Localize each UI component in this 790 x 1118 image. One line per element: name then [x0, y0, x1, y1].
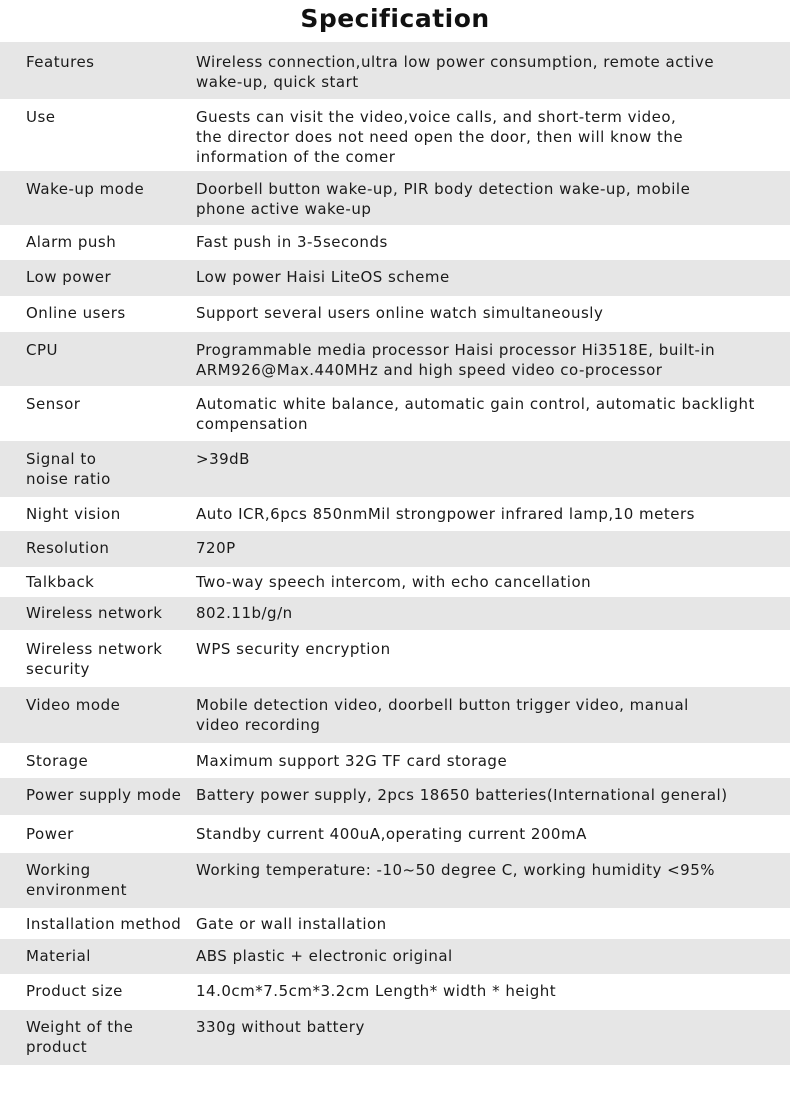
spec-value: >39dB	[196, 450, 250, 468]
spec-value: Support several users online watch simultaneously	[196, 304, 604, 322]
spec-value: Maximum support 32G TF card storage	[196, 752, 508, 770]
spec-value: Guests can visit the video,voice calls, and short-term video, the director does not need open the door, then will know the information of the comer	[196, 108, 684, 166]
spec-value: Auto ICR,6pcs 850nmMil strongpower infrared lamp,10 meters	[196, 505, 695, 523]
spec-row	[0, 171, 790, 225]
spec-label: Online users	[26, 304, 126, 322]
spec-row	[0, 531, 790, 567]
spec-label: Wake-up mode	[26, 180, 145, 198]
spec-label: Talkback	[26, 573, 95, 591]
spec-row	[0, 687, 790, 743]
spec-label: Storage	[26, 752, 89, 770]
spec-value: Working temperature: -10~50 degree C, working humidity <95%	[196, 861, 715, 879]
spec-value: 330g without battery	[196, 1018, 365, 1036]
spec-label: Power supply mode	[26, 786, 182, 804]
spec-label: Low power	[26, 268, 112, 286]
page-title: Specification	[300, 4, 490, 33]
spec-label: Sensor	[26, 395, 81, 413]
spec-row	[0, 332, 790, 386]
spec-row	[0, 597, 790, 630]
spec-label: CPU	[26, 341, 58, 359]
spec-label: Resolution	[26, 539, 110, 557]
spec-row	[0, 296, 790, 332]
spec-row	[0, 815, 790, 853]
spec-label: Use	[26, 108, 56, 126]
spec-row	[0, 225, 790, 260]
spec-label: Working environment	[26, 861, 128, 899]
spec-value: Two-way speech intercom, with echo cancellation	[196, 573, 592, 591]
spec-table	[0, 42, 790, 1065]
spec-label: Material	[26, 947, 91, 965]
spec-value: 720P	[196, 539, 236, 557]
spec-row	[0, 42, 790, 99]
spec-label: Weight of the product	[26, 1018, 134, 1056]
spec-label: Wireless network security	[26, 640, 163, 678]
spec-value: 14.0cm*7.5cm*3.2cm Length* width * height	[196, 982, 557, 1000]
spec-label: Alarm push	[26, 233, 117, 251]
spec-value: Low power Haisi LiteOS scheme	[196, 268, 450, 286]
spec-label: Installation method	[26, 915, 182, 933]
spec-label: Video mode	[26, 696, 121, 714]
spec-value: Standby current 400uA,operating current 200mA	[196, 825, 587, 843]
spec-row	[0, 1010, 790, 1065]
spec-row	[0, 630, 790, 687]
spec-value: Doorbell button wake-up, PIR body detection wake-up, mobile phone active wake-up	[196, 180, 691, 218]
spec-label: Product size	[26, 982, 123, 1000]
spec-value: WPS security encryption	[196, 640, 391, 658]
spec-row	[0, 567, 790, 597]
spec-value: Automatic white balance, automatic gain control, automatic backlight compensation	[196, 395, 755, 433]
spec-row	[0, 974, 790, 1010]
spec-row	[0, 497, 790, 531]
spec-label: Power	[26, 825, 74, 843]
spec-value: 802.11b/g/n	[196, 604, 293, 622]
spec-row	[0, 99, 790, 171]
spec-label: Features	[26, 53, 95, 71]
spec-value: ABS plastic + electronic original	[196, 947, 453, 965]
spec-row	[0, 939, 790, 974]
spec-row	[0, 778, 790, 815]
spec-label: Wireless network	[26, 604, 163, 622]
spec-value: Fast push in 3-5seconds	[196, 233, 388, 251]
spec-value: Gate or wall installation	[196, 915, 387, 933]
spec-value: Mobile detection video, doorbell button trigger video, manual video recording	[196, 696, 689, 734]
spec-value: Programmable media processor Haisi processor Hi3518E, built-in ARM926@Max.440MHz and high speed video co-processor	[196, 341, 716, 379]
spec-row	[0, 441, 790, 497]
spec-value: Wireless connection,ultra low power consumption, remote active wake-up, quick start	[196, 53, 715, 91]
spec-row	[0, 908, 790, 939]
spec-row	[0, 260, 790, 296]
spec-label: Night vision	[26, 505, 121, 523]
spec-row	[0, 386, 790, 441]
spec-row	[0, 743, 790, 778]
spec-row	[0, 853, 790, 908]
spec-label: Signal to noise ratio	[26, 450, 111, 488]
spec-value: Battery power supply, 2pcs 18650 batteries(International general)	[196, 786, 728, 804]
